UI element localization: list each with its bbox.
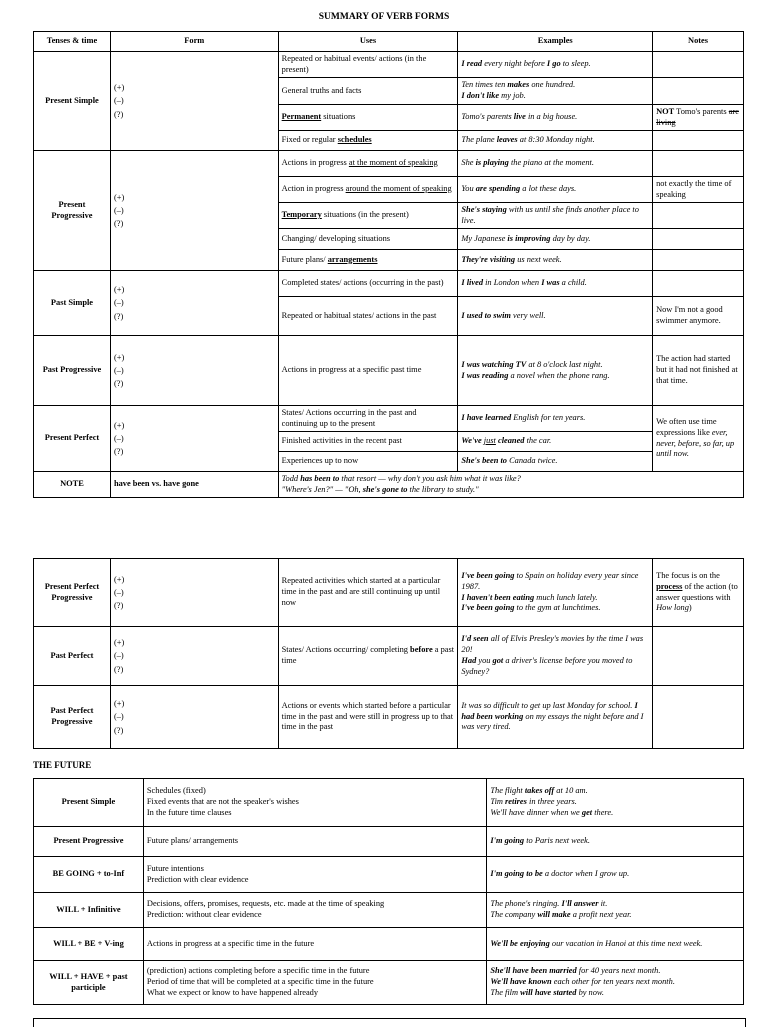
example-cell: Ten times ten makes one hundred. I don't like my job. bbox=[458, 78, 653, 105]
table-row bbox=[34, 857, 744, 893]
use-cell: Future plans/ arrangements bbox=[278, 250, 458, 271]
note-cell bbox=[653, 627, 744, 686]
example-cell: My Japanese is improving day by day. bbox=[458, 229, 653, 250]
example-cell: I've been going to Spain on holiday every year since 1987. I haven't been eating much lunch lately. I've been going to the gym at lunchtimes. bbox=[458, 559, 653, 627]
note-cell: The action had started but it had not finished at that time. bbox=[653, 336, 744, 406]
table-row bbox=[34, 779, 744, 827]
example-cell: I'm going to Paris next week. bbox=[487, 827, 744, 857]
minus-sign: (–) bbox=[113, 96, 124, 106]
example-cell: You are spending a lot these days. bbox=[458, 177, 653, 203]
form-signs bbox=[110, 52, 278, 151]
note-cell bbox=[653, 203, 744, 229]
form-cell: have been vs. have gone bbox=[110, 472, 278, 498]
note-cell bbox=[653, 151, 744, 177]
example-cell: The flight takes off at 10 am. Tim retires in three years. We'll have dinner when we get there. bbox=[487, 779, 744, 827]
verb-forms-table-2 bbox=[33, 558, 744, 749]
use-cell: Future plans/ arrangements bbox=[143, 827, 486, 857]
table-header-row bbox=[34, 32, 744, 52]
example-cell: We'll be enjoying our vacation in Hanoi at this time next week. bbox=[487, 928, 744, 961]
minus-sign: (–) bbox=[113, 298, 124, 308]
plus-sign: (+) bbox=[113, 574, 125, 584]
tense-name: Past Perfect Progressive bbox=[34, 686, 111, 749]
form-signs bbox=[110, 151, 278, 271]
header-notes: Notes bbox=[653, 32, 744, 52]
note-cell bbox=[653, 131, 744, 151]
use-cell: Fixed or regular schedules bbox=[278, 131, 458, 151]
future-heading: THE FUTURE bbox=[33, 760, 92, 770]
use-cell: Repeated or habitual states/ actions in the past bbox=[278, 297, 458, 336]
question-sign: (?) bbox=[113, 725, 124, 735]
tense-name: Present Simple bbox=[34, 779, 144, 827]
tense-name: Present Progressive bbox=[34, 151, 111, 271]
example-cell: It was so difficult to get up last Monday for school. I had been working on my essays the night before and I was very tired. bbox=[458, 686, 653, 749]
example-cell: I'd seen all of Elvis Presley's movies by the time I was 20! Had you got a driver's license before you moved to Sydney? bbox=[458, 627, 653, 686]
use-cell: Changing/ developing situations bbox=[278, 229, 458, 250]
use-cell: Actions in progress at the moment of speaking bbox=[278, 151, 458, 177]
note-cell bbox=[653, 229, 744, 250]
example-cell: She's staying with us until she finds another place to live. bbox=[458, 203, 653, 229]
form-signs bbox=[110, 559, 278, 627]
note-cell bbox=[653, 686, 744, 749]
table-continuation-edge bbox=[33, 1018, 746, 1027]
header-uses: Uses bbox=[278, 32, 458, 52]
note-cell: Now I'm not a good swimmer anymore. bbox=[653, 297, 744, 336]
example-cell: Tomo's parents live in a big house. bbox=[458, 105, 653, 131]
question-sign: (?) bbox=[113, 109, 124, 119]
minus-sign: (–) bbox=[113, 433, 124, 443]
use-cell: States/ Actions occurring/ completing before a past time bbox=[278, 627, 458, 686]
table-row bbox=[34, 627, 744, 686]
question-sign: (?) bbox=[113, 219, 124, 228]
tense-name: WILL + Infinitive bbox=[34, 893, 144, 928]
tense-name: WILL + HAVE + past participle bbox=[34, 961, 144, 1005]
header-tense: Tenses & time bbox=[34, 32, 111, 52]
note-cell: not exactly the time of speaking bbox=[653, 177, 744, 203]
use-cell: Finished activities in the recent past bbox=[278, 432, 458, 452]
note-cell bbox=[653, 250, 744, 271]
example-cell: We've just cleaned the car. bbox=[458, 432, 653, 452]
use-cell: Future intentions Prediction with clear evidence bbox=[143, 857, 486, 893]
plus-sign: (+) bbox=[113, 420, 125, 430]
note-cell: We often use time expressions like ever, never, before, so far, up until now. bbox=[653, 406, 744, 472]
tense-name: Past Progressive bbox=[34, 336, 111, 406]
form-signs bbox=[110, 336, 278, 406]
minus-sign: (–) bbox=[113, 712, 124, 722]
use-cell: (prediction) actions completing before a specific time in the future Period of time that will be completed at a specific time in the future What we expect or know to have happened already bbox=[143, 961, 486, 1005]
example-cell: I used to swim very well. bbox=[458, 297, 653, 336]
example-cell: They're visiting us next week. bbox=[458, 250, 653, 271]
plus-sign: (+) bbox=[113, 83, 125, 93]
tense-name: Present Progressive bbox=[34, 827, 144, 857]
use-cell: Action in progress around the moment of speaking bbox=[278, 177, 458, 203]
tense-name: Present Simple bbox=[34, 52, 111, 151]
plus-sign: (+) bbox=[113, 285, 125, 295]
question-sign: (?) bbox=[113, 447, 124, 456]
table-row bbox=[34, 336, 744, 406]
example-cell: She's been to Canada twice. bbox=[458, 452, 653, 472]
question-sign: (?) bbox=[113, 379, 124, 388]
table-row bbox=[34, 472, 744, 498]
use-cell: Actions or events which started before a particular time in the past and were still in progress up to that time in the past bbox=[278, 686, 458, 749]
example-cell: The plane leaves at 8:30 Monday night. bbox=[458, 131, 653, 151]
plus-sign: (+) bbox=[113, 192, 125, 202]
use-cell: Completed states/ actions (occurring in the past) bbox=[278, 271, 458, 297]
plus-sign: (+) bbox=[113, 699, 125, 709]
example-cell: I read every night before I go to sleep. bbox=[458, 52, 653, 78]
use-cell: Repeated activities which started at a particular time in the past and are still continuing up until now bbox=[278, 559, 458, 627]
tense-name: BE GOING + to-Inf bbox=[34, 857, 144, 893]
example-cell: The phone's ringing. I'll answer it. The company will make a profit next year. bbox=[487, 893, 744, 928]
page-title: SUMMARY OF VERB FORMS bbox=[318, 12, 450, 22]
table-row bbox=[34, 961, 744, 1005]
minus-sign: (–) bbox=[113, 587, 124, 597]
tense-name: Present Perfect Progressive bbox=[34, 559, 111, 627]
verb-forms-table-1 bbox=[33, 31, 744, 498]
note-cell: The focus is on the process of the action (to answer questions with How long) bbox=[653, 559, 744, 627]
question-sign: (?) bbox=[113, 664, 124, 674]
plus-sign: (+) bbox=[113, 638, 125, 648]
form-signs bbox=[110, 271, 278, 336]
example-cell: I lived in London when I was a child. bbox=[458, 271, 653, 297]
note-cell: NOT Tomo's parents are living bbox=[653, 105, 744, 131]
question-sign: (?) bbox=[113, 601, 124, 610]
table-row bbox=[34, 52, 744, 78]
use-cell: Permanent situations bbox=[278, 105, 458, 131]
use-cell: General truths and facts bbox=[278, 78, 458, 105]
example-cell: I was watching TV at 8 o'clock last night. I was reading a novel when the phone rang. bbox=[458, 336, 653, 406]
plus-sign: (+) bbox=[113, 352, 125, 362]
use-cell: Actions in progress at a specific time in the future bbox=[143, 928, 486, 961]
form-signs bbox=[110, 686, 278, 749]
example-cell: She'll have been married for 40 years next month. We'll have known each other for ten years next month. The film will have started by now. bbox=[487, 961, 744, 1005]
tense-name: Present Perfect bbox=[34, 406, 111, 472]
use-cell: Temporary situations (in the present) bbox=[278, 203, 458, 229]
table-row bbox=[34, 827, 744, 857]
header-form: Form bbox=[110, 32, 278, 52]
future-table bbox=[33, 778, 744, 1005]
use-cell: Actions in progress at a specific past time bbox=[278, 336, 458, 406]
example-cell: I'm going to be a doctor when I grow up. bbox=[487, 857, 744, 893]
table-row bbox=[34, 559, 744, 627]
use-cell: Experiences up to now bbox=[278, 452, 458, 472]
note-cell bbox=[653, 271, 744, 297]
use-cell: Decisions, offers, promises, requests, etc. made at the time of speaking Prediction: without clear evidence bbox=[143, 893, 486, 928]
table-row bbox=[34, 406, 744, 432]
table-row bbox=[34, 928, 744, 961]
example-cell: Todd has been to that resort — why don't you ask him what it was like? "Where's Jen?" — "Oh, she's gone to the library to study." bbox=[278, 472, 743, 498]
tense-name: NOTE bbox=[34, 472, 111, 498]
tense-name: Past Simple bbox=[34, 271, 111, 336]
header-examples: Examples bbox=[458, 32, 653, 52]
form-signs bbox=[110, 627, 278, 686]
form-signs bbox=[110, 406, 278, 472]
note-cell bbox=[653, 78, 744, 105]
use-cell: States/ Actions occurring in the past and continuing up to the present bbox=[278, 406, 458, 432]
example-cell: She is playing the piano at the moment. bbox=[458, 151, 653, 177]
tense-name: WILL + BE + V-ing bbox=[34, 928, 144, 961]
table-row bbox=[34, 686, 744, 749]
minus-sign: (–) bbox=[113, 205, 124, 215]
use-cell: Repeated or habitual events/ actions (in the present) bbox=[278, 52, 458, 78]
minus-sign: (–) bbox=[113, 651, 124, 661]
minus-sign: (–) bbox=[113, 365, 124, 375]
table-row bbox=[34, 271, 744, 297]
table-row bbox=[34, 151, 744, 177]
example-cell: I have learned English for ten years. bbox=[458, 406, 653, 432]
note-cell bbox=[653, 52, 744, 78]
question-sign: (?) bbox=[113, 311, 124, 321]
table-row bbox=[34, 893, 744, 928]
tense-name: Past Perfect bbox=[34, 627, 111, 686]
use-cell: Schedules (fixed) Fixed events that are not the speaker's wishes In the future time clauses bbox=[143, 779, 486, 827]
